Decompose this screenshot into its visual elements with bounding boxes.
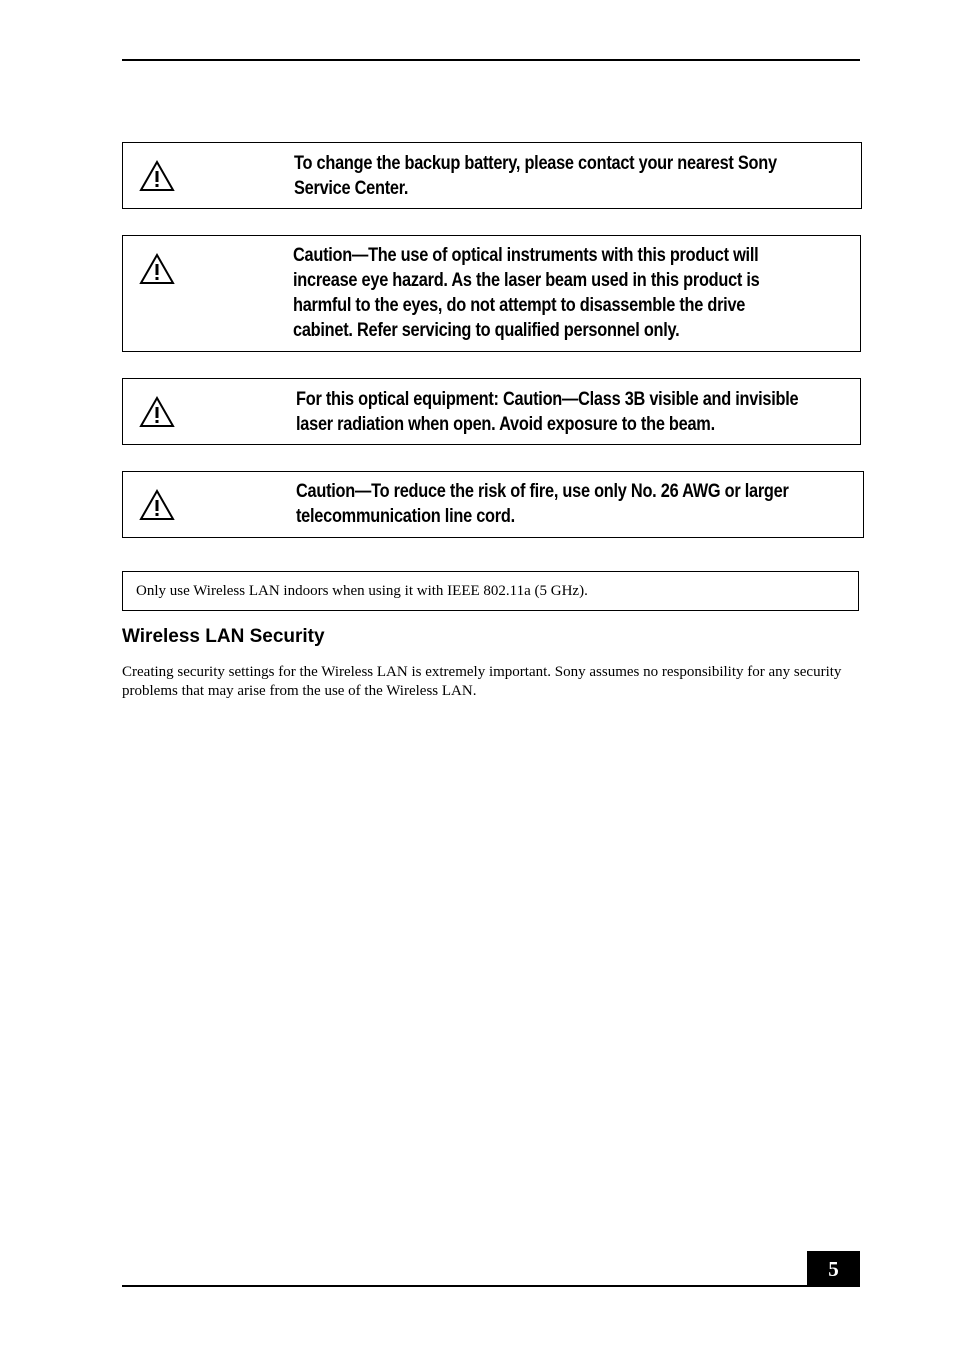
warning-triangle-icon xyxy=(139,489,175,521)
warning-text: Caution—The use of optical instruments with this product will increase eye hazard. As the laser beam used in this product is harmful to the eyes, do not attempt to disassemble the drive cabinet. Refer servicing to qualified personnel only. xyxy=(293,245,760,341)
warning-triangle-icon xyxy=(139,160,175,192)
note-box-wireless-lan xyxy=(122,571,859,611)
warning-text: Caution—To reduce the risk of fire, use only No. 26 AWG or larger telecommunication line cord. xyxy=(296,481,789,527)
footer-rule xyxy=(122,1285,860,1287)
warning-box-fire-risk xyxy=(122,471,864,538)
page-number: 5 xyxy=(807,1251,860,1287)
warning-text: To change the backup battery, please contact your nearest Sony Service Center. xyxy=(294,153,777,199)
section-body: Creating security settings for the Wireless LAN is extremely important. Sony assumes no responsibility for any security problems that may arise from the use of the Wireless LAN. xyxy=(122,664,842,699)
note-text: Only use Wireless LAN indoors when using it with IEEE 802.11a (5 GHz). xyxy=(136,583,588,599)
warning-box-laser-radiation xyxy=(122,378,861,445)
header-rule xyxy=(122,59,860,61)
section-heading: Wireless LAN Security xyxy=(122,626,325,647)
warning-box-optical-instruments xyxy=(122,235,861,352)
warning-text: For this optical equipment: Caution—Class 3B visible and invisible laser radiation when open. Avoid exposure to the beam. xyxy=(296,389,799,435)
warning-triangle-icon xyxy=(139,396,175,428)
warning-box-backup-battery xyxy=(122,142,862,209)
warning-triangle-icon xyxy=(139,253,175,285)
